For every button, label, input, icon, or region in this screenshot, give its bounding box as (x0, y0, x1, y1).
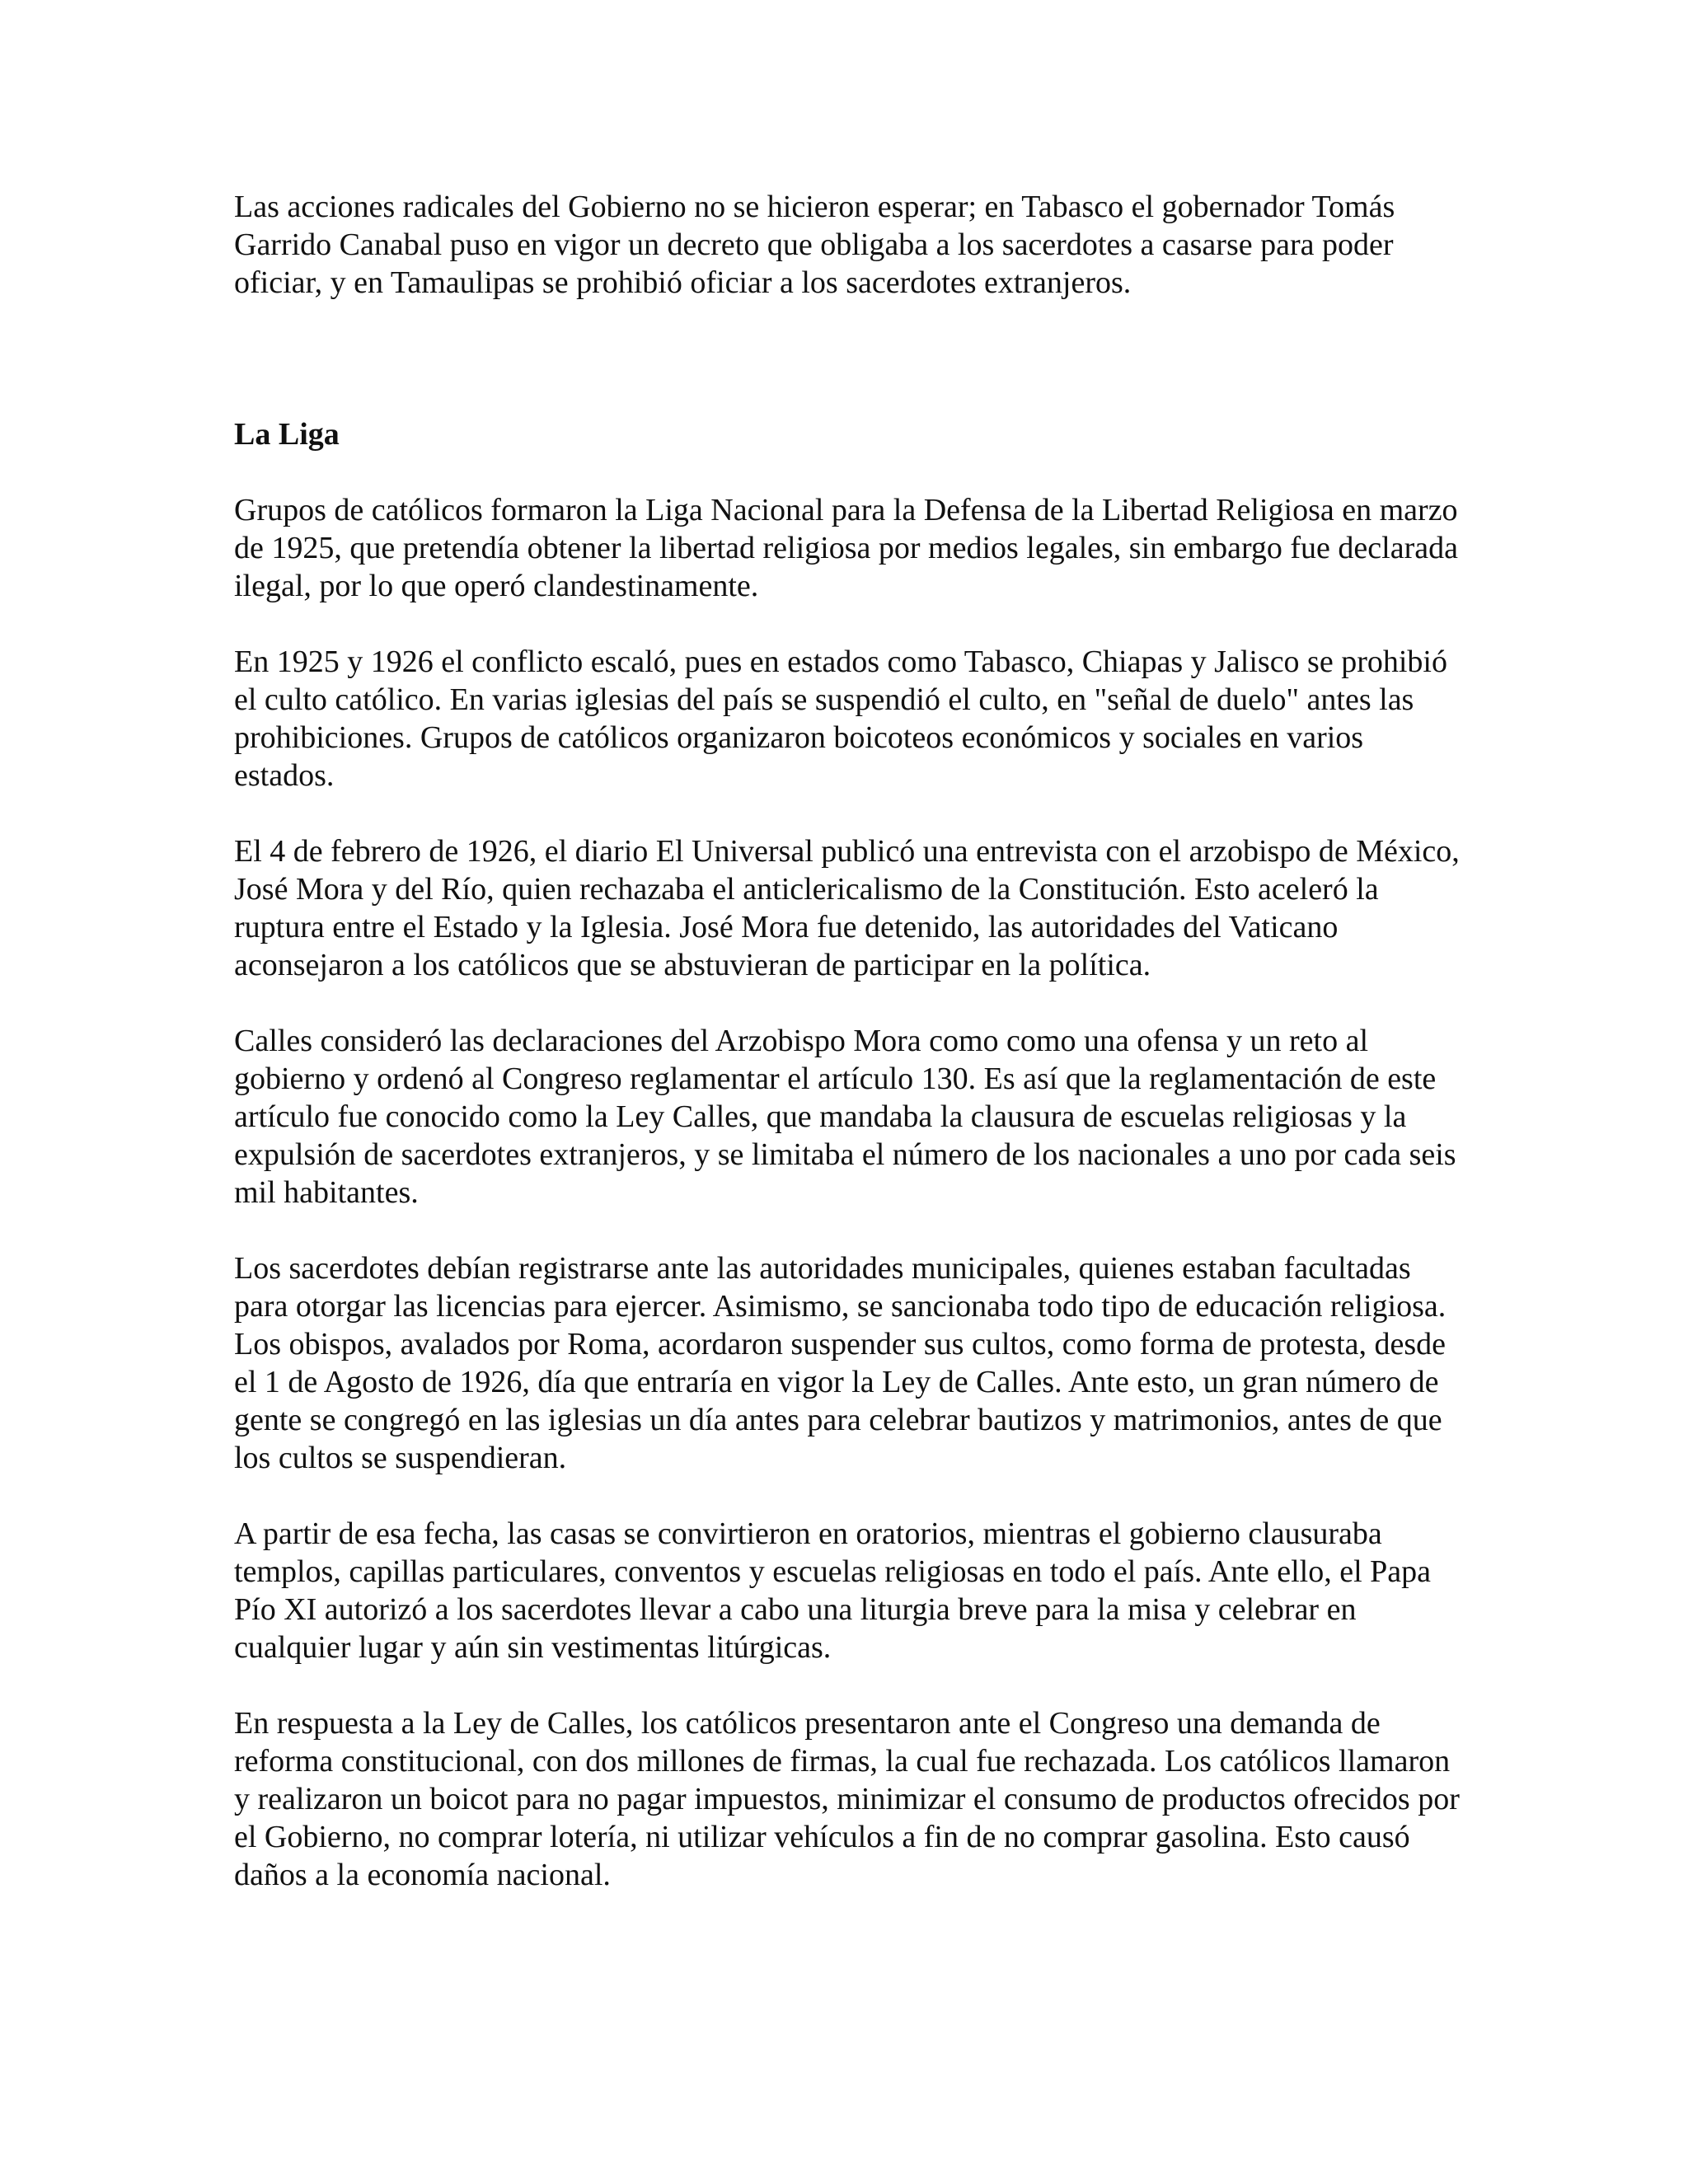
paragraph: A partir de esa fecha, las casas se convirtieron en oratorios, mientras el gobierno clausuraba templos, capillas particulares, conventos y escuelas religiosas en todo el país. Ante ello, el Papa Pío XI autorizó a los sacerdotes llevar a cabo una liturgia breve para la misa y celebrar en cualquier lugar y aún sin vestimentas litúrgicas. (234, 1516, 1432, 1665)
intro-paragraph: Las acciones radicales del Gobierno no se hicieron esperar; en Tabasco el gobernador Tomás Garrido Canabal puso en vigor un decreto que obligaba a los sacerdotes a casarse para poder oficiar, y en Tamaulipas se prohibió oficiar a los sacerdotes extranjeros. (234, 190, 1395, 300)
paragraph: Grupos de católicos formaron la Liga Nacional para la Defensa de la Libertad Religiosa en marzo de 1925, que pretendía obtener la libertad religiosa por medios legales, sin embargo fue declarada ilegal, por lo que operó clandestinamente. (234, 493, 1458, 603)
section-heading: La Liga (234, 417, 340, 452)
paragraph: Los sacerdotes debían registrarse ante las autoridades municipales, quienes estaban facultadas para otorgar las licencias para ejercer. Asimismo, se sancionaba todo tipo de educación religiosa. Los obispos, avalados por Roma, acordaron suspender sus cultos, como forma de protesta, desde el 1 de Agosto de 1926, día que entraría en vigor la Ley de Calles. Ante esto, un gran número de gente se congregó en las iglesias un día antes para celebrar bautizos y matrimonios, antes de que los cultos se suspendieran. (234, 1251, 1447, 1475)
paragraph: En 1925 y 1926 el conflicto escaló, pues en estados como Tabasco, Chiapas y Jalisco se prohibió el culto católico. En varias iglesias del país se suspendió el culto, en "señal de duelo" antes las prohibiciones. Grupos de católicos organizaron boicoteos económicos y sociales en varios estados. (234, 644, 1447, 793)
paragraph: En respuesta a la Ley de Calles, los católicos presentaron ante el Congreso una demanda de reforma constitucional, con dos millones de firmas, la cual fue rechazada. Los católicos llamaron y realizaron un boicot para no pagar impuestos, minimizar el consumo de productos ofrecidos por el Gobierno, no comprar lotería, ni utilizar vehículos a fin de no comprar gasolina. Esto causó daños a la economía nacional. (234, 1706, 1460, 1892)
document-body (234, 188, 1470, 1932)
paragraph: Calles consideró las declaraciones del Arzobispo Mora como como una ofensa y un reto al gobierno y ordenó al Congreso reglamentar el artículo 130. Es así que la reglamentación de este artículo fue conocido como la Ley Calles, que mandaba la clausura de escuelas religiosas y la expulsión de sacerdotes extranjeros, y se limitaba el número de los nacionales a uno por cada seis mil habitantes. (234, 1024, 1456, 1210)
paragraph: El 4 de febrero de 1926, el diario El Universal publicó una entrevista con el arzobispo de México, José Mora y del Río, quien rechazaba el anticlericalismo de la Constitución. Esto aceleró la ruptura entre el Estado y la Iglesia. José Mora fue detenido, las autoridades del Vaticano aconsejaron a los católicos que se abstuvieran de participar en la política. (234, 834, 1460, 982)
